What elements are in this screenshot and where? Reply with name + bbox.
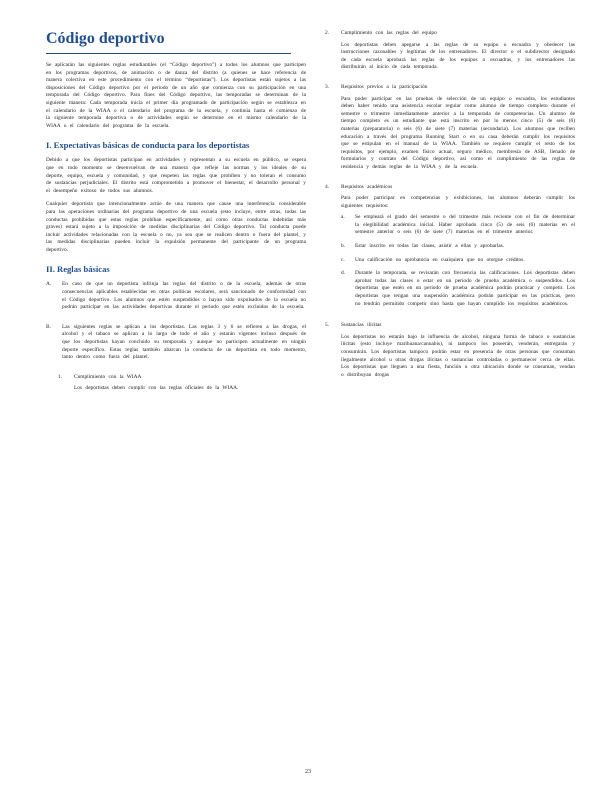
- item-label: 3.: [325, 83, 330, 90]
- rule-1: [58, 374, 306, 397]
- rule-title: Cumplimiento con la WIAA: [74, 373, 142, 380]
- intro-paragraph: Se aplicarán las siguientes reglas estudiantiles (el “Código deportivo”) a todos los alumnos que participen en los programas deportivos, de animación o de danza del distrito (a quienes se hace referencia de manera colectiva en este procedimiento con el término “deportistas”). Los deportistas están sujetos a las disposiciones del Código deportivo por el periodo de un año que comienza con su participación en una temporada del Código deportivo. Para fines del Código deportivo, las temporadas se determinan de la siguiente manera: Cada temporada inicia el primer día programado de participación según se establezca en el calendario de la WIAA o el calendario del programa de la escuela, y continúa hasta el comienzo de la siguiente temporada deportiva o de actividades según se determine en el mismo calendario de la WIAA o el calendario del programa de la escuela.: [46, 62, 306, 129]
- sub-label: c.: [341, 256, 345, 263]
- sub-text: Durante la temporada, se revisarán con frecuencia las calificaciones. Los deportistas deben aprobar todas las clases o estar en un periodo de prueba académica o suspendidos. Los deportistas que estén en un periodo de prueba académica podrán practicar y competir. Los deportistas que tengan una suspensión académica podrán participar en las prácticas, pero no tendrán permitido competir sino hasta que hayan cumplido los requisitos académicos.: [355, 270, 575, 307]
- sub-item-b: [341, 243, 575, 251]
- rule-title: Cumplimiento con las reglas del equipo: [341, 30, 437, 36]
- section1-paragraph: Debido a que los deportistas participan en actividades y representan a su escuela en público, se espera que en todo momento se desenvuelvan de una manera que refleje las normas y los ideales de su deporte, equipo, escuela y comunidad, y que respeten las reglas que prohíben y no toleran el consumo de sustancias perjudiciales. El distrito está comprometido a promover el bienestar, el desarrollo personal y el desempeño exitoso de todos sus alumnos.: [46, 157, 306, 194]
- rule-3: [325, 84, 575, 176]
- rule-5: [325, 322, 575, 383]
- sub-label: a.: [341, 214, 345, 221]
- item-label: 5.: [325, 322, 330, 329]
- rule-title: Requisitos previos a la participación: [341, 83, 428, 90]
- rule-2: [325, 30, 575, 76]
- sub-text: Se empleará el grado del semestre o del trimestre más reciente con el fin de determinar la elegibilidad académica inicial. Haber aprobado cinco (5) de seis (6) materias en el semestre anterior o seis (6) de siete (7) materias en el trimestre anterior.: [355, 214, 575, 236]
- rule-text: Los deportistas deben cumplir con las reglas oficiales de la WIAA.: [74, 385, 239, 392]
- page-title: Código deportivo: [46, 30, 165, 47]
- item-text: Las siguientes reglas se aplican a los deportistas. Las reglas 3 y 6 se refieren a las drogas, el alcohol y el tabaco se aplican a lo largo de todo el año y estarán vigentes incluso después de que los deportistas hayan concluido su temporada y aunque no participen actualmente en ningún deporte específico. Estas reglas también abarcan la conducta de un deportista en todo momento, tanto dentro como fuera del plantel.: [62, 323, 306, 361]
- sub-text: Estar inscrito en todas las clases, asistir a ellas y aprobarlas.: [355, 243, 505, 250]
- sub-item-d: [341, 270, 575, 308]
- rule-text: Los deportistas no estarán bajo la influencia de alcohol, ninguna forma de tabaco o sustancias ilícitas (esto incluye marihuana/cannabis), ni tampoco los poseerán, venderán, entregarán y consumirán. Los deportistas tampoco podrán estar en presencia de otras personas que consuman ilegalmente alcohol u otras drogas ilícitas o sustancias controladas o permanecer cerca de ellas. Los deportistas que lleguen a una fiesta, función u otra ubicación donde se consuman, vendan o distribuyan drogas: [341, 333, 575, 378]
- item-label: 4.: [325, 183, 330, 190]
- rule-item-b: [46, 324, 306, 366]
- rule-title: Requisitos académicos: [341, 183, 393, 190]
- item-label: A.: [46, 281, 52, 288]
- sub-item-a: [341, 214, 575, 237]
- sub-label: d.: [341, 270, 346, 277]
- section1-paragraph: Cualquier deportista que intencionalmente actúe de una manera que cause una interferencia considerable para las operaciones ordinarias del programa deportivo de una escuela (esto incluye, entre otras, todas las conductas prohibidas que estas reglas prohíban específicamente, así como otras conductas indebidas más graves) estará sujeto a la imposición de medidas disciplinarias del Código deportivo. Tal conducta puede incluir actividades relacionadas con la escuela o no, ya sea que se realicen dentro o fuera del plantel, y las medidas disciplinarias pueden incluir la expulsión permanente del participante de un programa deportivo.: [46, 201, 306, 253]
- rule-text: Para poder participar en las pruebas de selección de un equipo o escuadra, los estudiantes deben haber tenido una asistencia escolar regular como alumno de tiempo completo durante el semestre o trimestre inmediatamente anterior a la temporada de competencias. Un alumno de tiempo completo es un estudiante que está inscrito en por lo menos cinco (5) de seis (6) materias (preparatoria) o seis (6) de siete (7) materias (secundaria). Los alumnos que reciben educación a través del programa Running Start o en su casa deberán cumplir los requisitos que se estipulan en el manual de la WIAA. También se requiere cumplir el resto de los requisitos, por ejemplo, examen físico actual, seguro médico, membresía de ASB, llenado de formularios y contrato del Código deportivo, así como el cumplimiento de las reglas de residencia y demás reglas de la WIAA y de la escuela.: [341, 95, 575, 170]
- rule-4: [325, 184, 575, 315]
- section-heading-expectations: I. Expectativas básicas de conducta para los deportistas: [46, 140, 250, 151]
- section-heading-rules: II. Reglas básicas: [46, 264, 110, 275]
- rule-text: Los deportistas deben apegarse a las reglas de su equipo o escuadra y obedecer las instrucciones razonables y legítimas de los entrenadores. El director o el subdirector designado de cada escuela aprobará las reglas de los equipos o escuadras, y los entrenadores las distribuirán al inicio de cada temporada.: [341, 41, 575, 71]
- sub-item-c: [341, 257, 575, 265]
- title-rule: [46, 53, 291, 54]
- item-text: En caso de que un deportista infrinja las reglas del distrito o de la escuela, además de otras consecuencias aplicables establecidas en otras políticas escolares, será sancionado de conformidad con el Código deportivo. Los alumnos que estén suspendidos o hayan sido expulsados de la escuela no podrán participar en las actividades deportivas durante el periodo que estén excluidos de la escuela.: [62, 281, 306, 311]
- rule-title: Sustancias ilícitas: [341, 322, 382, 329]
- rule-item-a: [46, 281, 306, 315]
- rule-text: Para poder participar en competencias y exhibiciones, los alumnos deberán cumplir los siguientes requisitos:: [341, 195, 575, 209]
- sub-text: Una calificación no aprobatoria en cualquiera que no otorgue créditos.: [355, 256, 525, 263]
- sub-label: b.: [341, 243, 346, 250]
- item-label: 1.: [58, 373, 63, 380]
- left-column: [46, 30, 306, 405]
- item-label: B.: [46, 323, 51, 330]
- item-label: 2.: [325, 30, 330, 36]
- page-number: 23: [305, 769, 311, 775]
- right-column: [325, 30, 575, 391]
